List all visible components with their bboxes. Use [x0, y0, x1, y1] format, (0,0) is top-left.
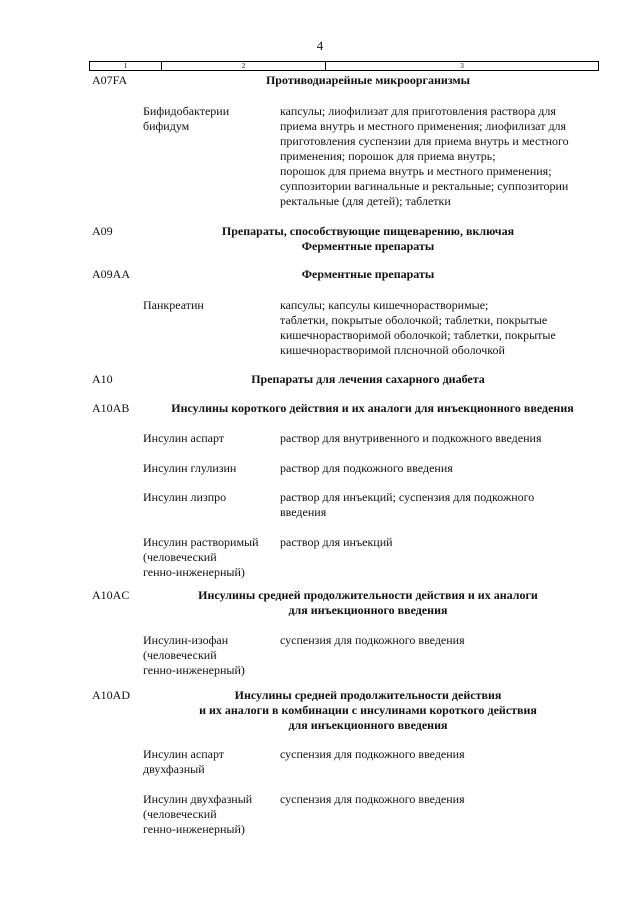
atc-code: A09AA [92, 267, 130, 281]
group-heading: Препараты, способствующие пищеварению, включая Ферментные препараты [221, 224, 515, 253]
column-header-3: 3 [460, 61, 464, 70]
drug-name: Бифидобактерии бифидум [143, 104, 230, 133]
atc-code: A10AD [92, 688, 130, 702]
dosage-form: суспензия для подкожного введения [280, 633, 465, 647]
drug-name: Инсулин двухфазный (человеческий генно-инженерный) [143, 792, 253, 836]
atc-code: A07FA [92, 73, 128, 87]
group-heading: Противодиарейные микроорганизмы [265, 73, 471, 87]
column-header-row [89, 61, 599, 71]
atc-code: A10AC [92, 588, 130, 602]
column-header-2: 2 [162, 62, 326, 70]
drug-name: Инсулин аспарт двухфазный [143, 747, 225, 776]
group-heading: Инсулины короткого действия и их аналоги для инъекционного введения [171, 401, 574, 415]
dosage-form: раствор для подкожного введения [280, 461, 453, 475]
drug-name: Инсулин-изофан (человеческий генно-инженерный) [143, 633, 245, 677]
atc-code: A09 [92, 224, 113, 238]
dosage-form: суспензия для подкожного введения [280, 747, 465, 761]
atc-code: A10 [92, 372, 113, 386]
drug-name: Панкреатин [143, 298, 204, 312]
dosage-form: раствор для внутривенного и подкожного введения [280, 431, 542, 445]
dosage-form: капсулы; лиофилизат для приготовления раствора для приема внутрь и местного применения; лиофилизат для приготовления суспензии для приема внутрь и местного применения; порошок для приема внутрь; порошок для приема внутрь и местного применения; суппозитории вагинальные и ректальные; суппозитории ректальные (для детей); таблетки [280, 104, 569, 208]
group-heading: Инсулины средней продолжительности действия и их аналоги для инъекционного введения [198, 588, 538, 617]
atc-code: A10AB [92, 401, 130, 415]
drug-name: Инсулин растворимый (человеческий генно-инженерный) [143, 535, 259, 579]
group-heading: Инсулины средней продолжительности действия и их аналоги в комбинации с инсулинами короткого действия для инъекционного введения [199, 688, 537, 732]
group-heading: Препараты для лечения сахарного диабета [251, 372, 485, 386]
dosage-form: раствор для инъекций; суспензия для подкожного введения [280, 490, 535, 519]
column-header-1: 1 [90, 62, 162, 70]
page-number: 4 [316, 38, 324, 53]
drug-name: Инсулин аспарт [143, 431, 225, 445]
group-heading: Ферментные препараты [301, 267, 435, 281]
drug-name: Инсулин глулизин [143, 461, 237, 475]
dosage-form: раствор для инъекций [280, 535, 393, 549]
drug-name: Инсулин лизпро [143, 490, 227, 504]
dosage-form: суспензия для подкожного введения [280, 792, 465, 806]
dosage-form: капсулы; капсулы кишечнорастворимые; таблетки, покрытые оболочкой; таблетки, покрытые кишечнорастворимой оболочкой; таблетки, покрытые кишечнорастворимой плсночной оболочкой [280, 298, 556, 357]
